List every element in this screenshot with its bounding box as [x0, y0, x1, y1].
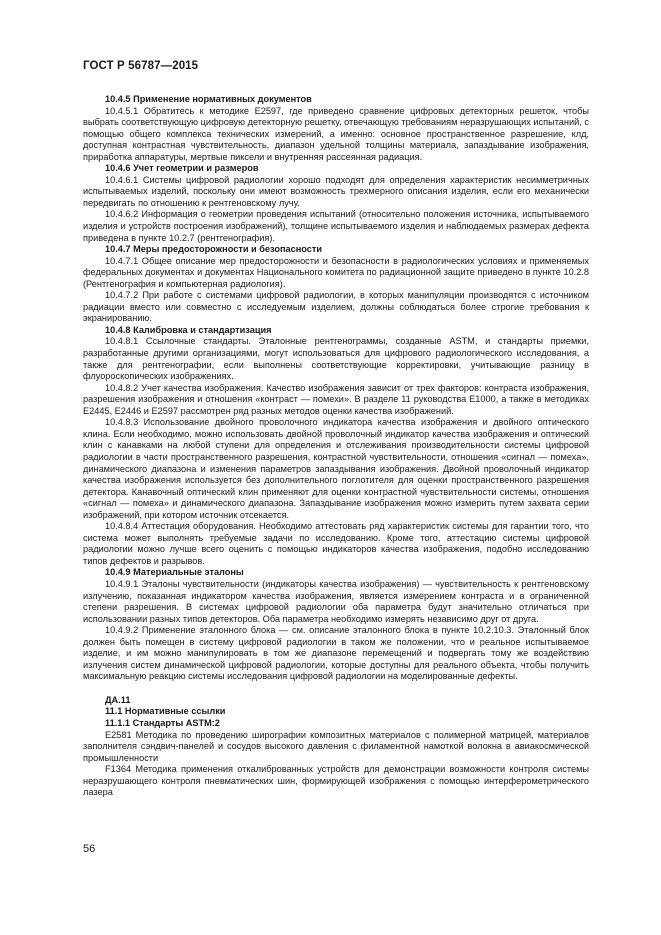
body-paragraph: 10.4.9.1 Эталоны чувствительности (индикаторы качества изображения) — чувствительность к рентгеновскому излучению, показанная индикатором качества изображения, является измерением контраста и в ограниченной степени разрешения. В системах цифровой радиологии оба параметра будут значительно отличаться при использовании разных типов детекторов. Оба параметра необходимо измерять независимо друг от друга.	[83, 578, 589, 624]
section-heading: 10.4.9 Материальные эталоны	[105, 567, 244, 578]
document-header: ГОСТ Р 56787—2015	[83, 60, 199, 72]
section-heading: 10.4.6 Учет геометрии и размеров	[105, 163, 259, 174]
body-paragraph: 10.4.6.2 Информация о геометрии проведения испытаний (относительно положения источника, испытываемого изделия и устройств построения изображений), толщине испытываемого изделия и наблюдаемых размерах дефекта приведена в пункте 10.2.7 (рентгенография).	[83, 209, 589, 243]
body-paragraph: 10.4.6.1 Системы цифровой радиологии хорошо подходят для определения характеристик несимметричных испытываемых изделий, поскольку они имеют возможность трехмерного описания изделия, если его механически передвигать по отношению к рентгеновскому лучу.	[83, 174, 589, 208]
section-heading: 10.4.8 Калибровка и стандартизация	[105, 324, 272, 335]
body-paragraph: 10.4.8.1 Ссылочные стандарты. Эталонные рентгенограммы, созданные ASTM, и стандарты приемки, разработанные другими организациями, могут использоваться для цифрового радиологического исследования, а также для рентгенографии, если выполнены соответствующие корректировки, учитывающие разницу в флуороскопических изображениях.	[83, 336, 589, 382]
page-number: 56	[83, 843, 96, 855]
section-gap	[83, 683, 589, 695]
body-paragraph: 10.4.7.2 При работе с системами цифровой радиологии, в которых манипуляции производятся с источником радиации вместо или совместно с исследуемым изделием, должны соблюдаться более строгие требования к экранированию.	[83, 290, 589, 324]
section-heading: 10.4.5 Применение нормативных документов	[105, 94, 312, 104]
section-heading: 11.1.1 Стандарты ASTM:2	[105, 717, 220, 728]
body-paragraph: 10.4.9.2 Применение эталонного блока — см. описание эталонного блока в пункте 10.2.10.3. Эталонный блок должен быть помещен в систему цифровой радиологии в таком же положении, что и реальное испытываемое изделие, и им можно манипулировать в том же диапазоне перемещений и подвергать тому же воздействию излучения систем динамической цифровой радиологии, которые доступны для реального объекта, чтобы получить максимальную реакцию системы исследования цифровой радиологии на моделированные дефекты.	[83, 625, 589, 682]
body-paragraph: F1364 Методика применения откалиброванных устройств для демонстрации возможности контроля системы неразрушающего контроля пневматических шин, формирующей изображения с помощью интерферометрического лазера	[83, 764, 589, 798]
body-paragraph: 10.4.7.1 Общее описание мер предосторожности и безопасности в радиологических условиях и применяемых федеральных документах и документах Национального комитета по радиационной защите приведено в пункте 10.2.8 (Рентгенография и компьютерная радиология).	[83, 255, 589, 289]
document-body	[83, 94, 589, 799]
section-heading: 10.4.7 Меры предосторожности и безопасности	[105, 244, 323, 255]
body-paragraph: E2581 Методика по проведению ширографии композитных материалов с полимерной матрицей, материалов заполнителя сэндвич-панелей и сосудов высокого давления с филаментной намоткой волокна в авиакосмической промышленности	[83, 729, 589, 763]
annex-heading: ДА.11	[105, 694, 131, 705]
body-paragraph: 10.4.8.2 Учет качества изображения. Качество изображения зависит от трех факторов: контраста изображения, разрешения изображения и отношения «контраст — помехи». В разделе 11 руководства E1000, а также в методиках E2445, E2446 и E2597 рассмотрен ряд разных методов оценки качества изображений.	[83, 382, 589, 416]
body-paragraph: 10.4.8.3 Использование двойного проволочного индикатора качества изображения и двойного оптического клина. Если необходимо, можно использовать двойной проволочный индикатор качества изображения и оптический клин с канавками на любой ступени для определения и отслеживания производительности системы цифровой радиологии в части пространственного разрешения, контрастной чувствительности, отношения «сигнал — помеха», динамического диапазона и изменения параметров запаздывания изображения. Двойной проволочный индикатор качества изображения используется без дополнительного поглотителя для оценки пространственного разрешения детектора. Канавочный оптический клин применяют для оценки контрастной чувствительности системы, отношения «сигнал — помеха» и динамического диапазона. Запаздывание изображения можно измерить путем захвата серии изображений, при котором источник отсекается.	[83, 417, 589, 520]
body-paragraph: 10.4.8.4 Аттестация оборудования. Необходимо аттестовать ряд характеристик системы для гарантии того, что система может выполнять требуемые задачи по исследованию. Кроме того, аттестацию системы цифровой радиологии можно лучше всего оценить с помощью индикаторов качества изображения, подобно исследованию типов дефектов и разрывов.	[83, 521, 589, 566]
body-paragraph: 10.4.5.1 Обратитесь к методике E2597, где приведено сравнение цифровых детекторных решеток, чтобы выбрать соответствующую цифровую детекторную решетку, отвечающую требованиям неразрушающих испытаний, с помощью общего комплекса технических измерений, а именно: основное пространственное разрешение, клд, доступная контрастная чувствительность, диапазон удельной толщины материала, запаздывание изображения, приработка аппаратуры, мертвые пиксели и внутренняя рассеянная радиация.	[83, 105, 589, 162]
section-heading: 11.1 Нормативные ссылки	[105, 706, 226, 717]
